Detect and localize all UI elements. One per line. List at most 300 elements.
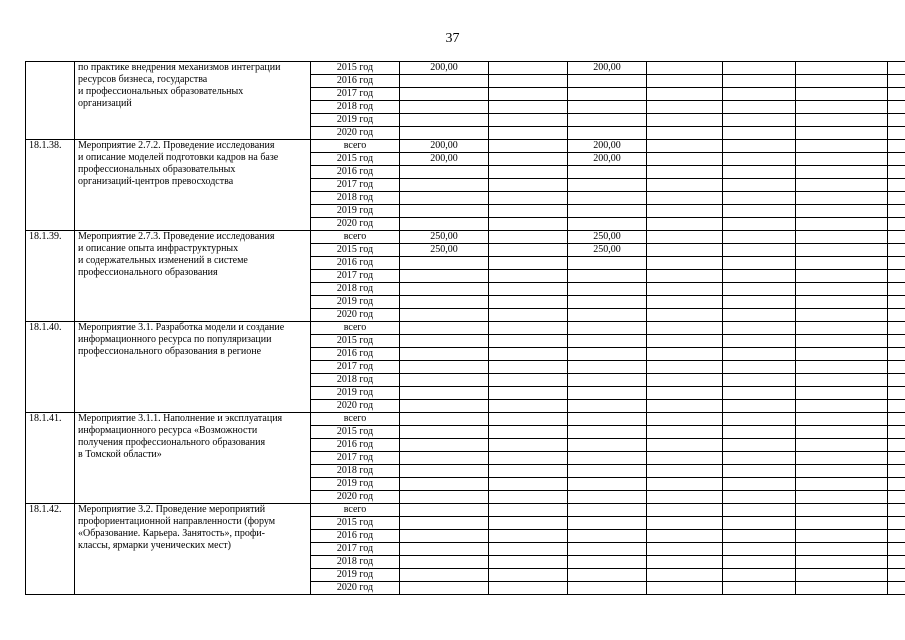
total-cell <box>400 101 489 114</box>
empty-cell <box>723 387 796 400</box>
empty-cell <box>489 582 568 595</box>
empty-cell <box>647 127 723 140</box>
total-cell <box>400 88 489 101</box>
empty-cell <box>723 179 796 192</box>
empty-cell <box>723 465 796 478</box>
empty-cell <box>723 322 796 335</box>
regional-budget-cell <box>568 192 647 205</box>
total-cell: 200,00 <box>400 62 489 75</box>
empty-cell <box>796 127 888 140</box>
regional-budget-cell <box>568 491 647 504</box>
row-description <box>75 140 311 231</box>
empty-cell <box>647 543 723 556</box>
empty-cell <box>796 361 888 374</box>
empty-cell <box>796 569 888 582</box>
year-cell: 2017 год <box>311 270 400 283</box>
empty-cell <box>647 153 723 166</box>
empty-cell <box>647 283 723 296</box>
empty-cell <box>489 296 568 309</box>
empty-cell <box>647 322 723 335</box>
regional-budget-cell <box>568 530 647 543</box>
empty-cell <box>888 218 905 231</box>
regional-budget-cell <box>568 283 647 296</box>
empty-cell <box>796 244 888 257</box>
empty-cell <box>647 374 723 387</box>
empty-cell <box>723 218 796 231</box>
empty-cell <box>647 231 723 244</box>
regional-budget-cell <box>568 517 647 530</box>
year-cell: 2019 год <box>311 387 400 400</box>
empty-cell <box>888 361 905 374</box>
description-line: «Образование. Карьера. Занятость», профи- <box>78 528 265 539</box>
empty-cell <box>796 75 888 88</box>
empty-cell <box>888 62 905 75</box>
empty-cell <box>489 426 568 439</box>
empty-cell <box>796 192 888 205</box>
year-cell: 2016 год <box>311 166 400 179</box>
empty-cell <box>647 465 723 478</box>
description-line: получения профессионального образования <box>78 437 266 448</box>
regional-budget-cell <box>568 361 647 374</box>
empty-cell <box>888 426 905 439</box>
total-cell <box>400 75 489 88</box>
description-line: профессионального образования в регионе <box>78 346 262 357</box>
row-code: 18.1.40. <box>26 322 75 413</box>
year-cell: 2015 год <box>311 517 400 530</box>
empty-cell <box>489 361 568 374</box>
empty-cell <box>888 257 905 270</box>
empty-cell <box>888 296 905 309</box>
total-cell <box>400 478 489 491</box>
year-cell: 2016 год <box>311 530 400 543</box>
empty-cell <box>647 140 723 153</box>
year-cell: 2015 год <box>311 62 400 75</box>
description-line: по практике внедрения механизмов интеграции <box>78 62 281 73</box>
empty-cell <box>647 257 723 270</box>
row-description <box>75 413 311 504</box>
empty-cell <box>723 491 796 504</box>
regional-budget-cell <box>568 374 647 387</box>
row-description <box>75 504 311 595</box>
description-line: организаций <box>78 98 132 109</box>
table-row <box>26 231 905 244</box>
regional-budget-cell <box>568 322 647 335</box>
empty-cell <box>888 101 905 114</box>
empty-cell <box>796 452 888 465</box>
total-cell <box>400 309 489 322</box>
empty-cell <box>723 296 796 309</box>
empty-cell <box>796 140 888 153</box>
description-line: классы, ярмарки ученических мест) <box>78 540 231 551</box>
empty-cell <box>796 101 888 114</box>
empty-cell <box>723 543 796 556</box>
empty-cell <box>647 400 723 413</box>
empty-cell <box>888 140 905 153</box>
empty-cell <box>796 283 888 296</box>
budget-table <box>25 61 905 595</box>
empty-cell <box>723 374 796 387</box>
regional-budget-cell <box>568 426 647 439</box>
regional-budget-cell <box>568 101 647 114</box>
empty-cell <box>647 452 723 465</box>
empty-cell <box>723 504 796 517</box>
empty-cell <box>888 166 905 179</box>
description-line: профессионального образования <box>78 267 218 278</box>
empty-cell <box>723 426 796 439</box>
empty-cell <box>796 478 888 491</box>
empty-cell <box>796 257 888 270</box>
total-cell <box>400 452 489 465</box>
row-description <box>75 322 311 413</box>
empty-cell <box>489 62 568 75</box>
year-cell: 2017 год <box>311 88 400 101</box>
empty-cell <box>888 114 905 127</box>
total-cell <box>400 127 489 140</box>
empty-cell <box>796 426 888 439</box>
table-row <box>26 322 905 335</box>
empty-cell <box>796 309 888 322</box>
empty-cell <box>796 504 888 517</box>
year-cell: 2019 год <box>311 569 400 582</box>
empty-cell <box>489 166 568 179</box>
description-line: информационного ресурса по популяризации <box>78 334 272 345</box>
total-cell: 250,00 <box>400 244 489 257</box>
total-cell <box>400 543 489 556</box>
empty-cell <box>647 88 723 101</box>
description-line: Мероприятие 2.7.2. Проведение исследования <box>78 140 275 151</box>
regional-budget-cell: 200,00 <box>568 153 647 166</box>
empty-cell <box>796 491 888 504</box>
empty-cell <box>489 270 568 283</box>
total-cell <box>400 270 489 283</box>
empty-cell <box>888 582 905 595</box>
regional-budget-cell: 200,00 <box>568 62 647 75</box>
year-cell: 2017 год <box>311 179 400 192</box>
total-cell <box>400 361 489 374</box>
empty-cell <box>489 179 568 192</box>
empty-cell <box>489 335 568 348</box>
empty-cell <box>796 582 888 595</box>
year-cell: 2015 год <box>311 426 400 439</box>
empty-cell <box>796 530 888 543</box>
empty-cell <box>723 166 796 179</box>
description-line: и содержательных изменений в системе <box>78 255 248 266</box>
empty-cell <box>647 504 723 517</box>
empty-cell <box>647 478 723 491</box>
empty-cell <box>888 283 905 296</box>
empty-cell <box>647 179 723 192</box>
empty-cell <box>888 465 905 478</box>
year-cell: 2015 год <box>311 153 400 166</box>
empty-cell <box>723 452 796 465</box>
empty-cell <box>647 348 723 361</box>
year-cell: 2017 год <box>311 361 400 374</box>
empty-cell <box>647 361 723 374</box>
empty-cell <box>647 426 723 439</box>
regional-budget-cell <box>568 75 647 88</box>
description-line: профориентационной направленности (форум <box>78 516 276 527</box>
empty-cell <box>796 179 888 192</box>
year-cell: 2020 год <box>311 491 400 504</box>
empty-cell <box>489 218 568 231</box>
empty-cell <box>489 348 568 361</box>
year-cell: 2015 год <box>311 244 400 257</box>
total-cell <box>400 335 489 348</box>
empty-cell <box>796 335 888 348</box>
table-row <box>26 413 905 426</box>
total-cell <box>400 439 489 452</box>
empty-cell <box>888 504 905 517</box>
total-cell <box>400 556 489 569</box>
empty-cell <box>489 413 568 426</box>
regional-budget-cell <box>568 465 647 478</box>
empty-cell <box>888 413 905 426</box>
regional-budget-cell <box>568 114 647 127</box>
description-line: Мероприятие 2.7.3. Проведение исследования <box>78 231 275 242</box>
empty-cell <box>723 569 796 582</box>
empty-cell <box>489 283 568 296</box>
regional-budget-cell <box>568 478 647 491</box>
total-cell <box>400 296 489 309</box>
description-line: информационного ресурса «Возможности <box>78 425 258 436</box>
empty-cell <box>489 192 568 205</box>
regional-budget-cell <box>568 348 647 361</box>
empty-cell <box>647 192 723 205</box>
empty-cell <box>796 556 888 569</box>
row-code: 18.1.42. <box>26 504 75 595</box>
regional-budget-cell <box>568 257 647 270</box>
empty-cell <box>888 569 905 582</box>
empty-cell <box>888 556 905 569</box>
total-cell <box>400 348 489 361</box>
regional-budget-cell <box>568 179 647 192</box>
empty-cell <box>647 296 723 309</box>
empty-cell <box>888 270 905 283</box>
empty-cell <box>723 413 796 426</box>
description-line: ресурсов бизнеса, государства <box>78 74 208 85</box>
empty-cell <box>888 335 905 348</box>
empty-cell <box>647 517 723 530</box>
empty-cell <box>723 439 796 452</box>
empty-cell <box>647 387 723 400</box>
total-cell: 200,00 <box>400 153 489 166</box>
empty-cell <box>888 322 905 335</box>
empty-cell <box>723 205 796 218</box>
table-body <box>26 62 905 595</box>
regional-budget-cell: 200,00 <box>568 140 647 153</box>
empty-cell <box>489 530 568 543</box>
empty-cell <box>796 400 888 413</box>
empty-cell <box>723 478 796 491</box>
empty-cell <box>489 88 568 101</box>
empty-cell <box>723 101 796 114</box>
page-number: 37 <box>445 31 460 46</box>
row-description <box>75 62 311 140</box>
year-cell: 2017 год <box>311 543 400 556</box>
total-cell: 250,00 <box>400 231 489 244</box>
empty-cell <box>723 62 796 75</box>
year-cell: 2020 год <box>311 218 400 231</box>
total-cell <box>400 426 489 439</box>
total-cell <box>400 530 489 543</box>
empty-cell <box>647 530 723 543</box>
empty-cell <box>796 231 888 244</box>
empty-cell <box>796 543 888 556</box>
year-cell: всего <box>311 413 400 426</box>
empty-cell <box>888 491 905 504</box>
empty-cell <box>647 491 723 504</box>
year-cell: 2018 год <box>311 283 400 296</box>
description-line: профессиональных образовательных <box>78 164 236 175</box>
empty-cell <box>489 153 568 166</box>
description-line: Мероприятие 3.1.1. Наполнение и эксплуатация <box>78 413 283 424</box>
empty-cell <box>888 179 905 192</box>
empty-cell <box>723 517 796 530</box>
empty-cell <box>888 517 905 530</box>
empty-cell <box>489 309 568 322</box>
regional-budget-cell <box>568 270 647 283</box>
empty-cell <box>489 543 568 556</box>
total-cell <box>400 582 489 595</box>
empty-cell <box>723 140 796 153</box>
year-cell: всего <box>311 504 400 517</box>
empty-cell <box>888 192 905 205</box>
empty-cell <box>723 530 796 543</box>
empty-cell <box>489 75 568 88</box>
empty-cell <box>723 361 796 374</box>
empty-cell <box>647 335 723 348</box>
total-cell <box>400 192 489 205</box>
year-cell: 2020 год <box>311 127 400 140</box>
empty-cell <box>489 127 568 140</box>
regional-budget-cell <box>568 218 647 231</box>
total-cell: 200,00 <box>400 140 489 153</box>
description-line: и профессиональных образовательных <box>78 86 244 97</box>
year-cell: 2016 год <box>311 439 400 452</box>
empty-cell <box>796 166 888 179</box>
empty-cell <box>647 205 723 218</box>
empty-cell <box>647 75 723 88</box>
regional-budget-cell <box>568 543 647 556</box>
empty-cell <box>723 257 796 270</box>
empty-cell <box>647 166 723 179</box>
year-cell: 2019 год <box>311 205 400 218</box>
empty-cell <box>647 556 723 569</box>
empty-cell <box>888 478 905 491</box>
regional-budget-cell <box>568 127 647 140</box>
empty-cell <box>723 283 796 296</box>
empty-cell <box>888 231 905 244</box>
empty-cell <box>647 413 723 426</box>
year-cell: 2018 год <box>311 374 400 387</box>
regional-budget-cell <box>568 296 647 309</box>
empty-cell <box>647 114 723 127</box>
regional-budget-cell <box>568 335 647 348</box>
total-cell <box>400 413 489 426</box>
regional-budget-cell <box>568 400 647 413</box>
empty-cell <box>796 296 888 309</box>
total-cell <box>400 400 489 413</box>
total-cell <box>400 166 489 179</box>
empty-cell <box>489 504 568 517</box>
total-cell <box>400 491 489 504</box>
row-code: 18.1.39. <box>26 231 75 322</box>
regional-budget-cell: 250,00 <box>568 244 647 257</box>
empty-cell <box>489 400 568 413</box>
empty-cell <box>796 413 888 426</box>
row-code <box>26 62 75 140</box>
year-cell: всего <box>311 322 400 335</box>
year-cell: 2015 год <box>311 335 400 348</box>
row-code: 18.1.38. <box>26 140 75 231</box>
description-line: и описание опыта инфраструктурных <box>78 243 239 254</box>
year-cell: 2019 год <box>311 478 400 491</box>
year-cell: 2020 год <box>311 400 400 413</box>
year-cell: 2018 год <box>311 192 400 205</box>
empty-cell <box>888 348 905 361</box>
total-cell <box>400 257 489 270</box>
empty-cell <box>489 140 568 153</box>
year-cell: 2016 год <box>311 257 400 270</box>
regional-budget-cell <box>568 452 647 465</box>
empty-cell <box>647 62 723 75</box>
year-cell: 2020 год <box>311 582 400 595</box>
empty-cell <box>888 75 905 88</box>
empty-cell <box>888 387 905 400</box>
empty-cell <box>796 205 888 218</box>
year-cell: 2016 год <box>311 348 400 361</box>
table-row <box>26 62 905 75</box>
table-row <box>26 140 905 153</box>
empty-cell <box>647 582 723 595</box>
empty-cell <box>489 257 568 270</box>
empty-cell <box>888 205 905 218</box>
regional-budget-cell <box>568 413 647 426</box>
empty-cell <box>647 439 723 452</box>
empty-cell <box>888 374 905 387</box>
empty-cell <box>489 517 568 530</box>
empty-cell <box>888 153 905 166</box>
empty-cell <box>888 439 905 452</box>
total-cell <box>400 114 489 127</box>
total-cell <box>400 218 489 231</box>
total-cell <box>400 322 489 335</box>
description-line: организаций-центров превосходства <box>78 176 234 187</box>
empty-cell <box>796 62 888 75</box>
empty-cell <box>647 218 723 231</box>
empty-cell <box>489 465 568 478</box>
empty-cell <box>489 114 568 127</box>
empty-cell <box>489 387 568 400</box>
regional-budget-cell <box>568 504 647 517</box>
empty-cell <box>723 582 796 595</box>
empty-cell <box>796 387 888 400</box>
empty-cell <box>796 88 888 101</box>
year-cell: всего <box>311 140 400 153</box>
empty-cell <box>489 322 568 335</box>
empty-cell <box>723 114 796 127</box>
regional-budget-cell <box>568 309 647 322</box>
empty-cell <box>888 452 905 465</box>
year-cell: 2019 год <box>311 114 400 127</box>
description-line: Мероприятие 3.1. Разработка модели и создание <box>78 322 285 333</box>
empty-cell <box>489 231 568 244</box>
regional-budget-cell: 250,00 <box>568 231 647 244</box>
empty-cell <box>888 400 905 413</box>
empty-cell <box>723 270 796 283</box>
empty-cell <box>489 244 568 257</box>
total-cell <box>400 465 489 478</box>
